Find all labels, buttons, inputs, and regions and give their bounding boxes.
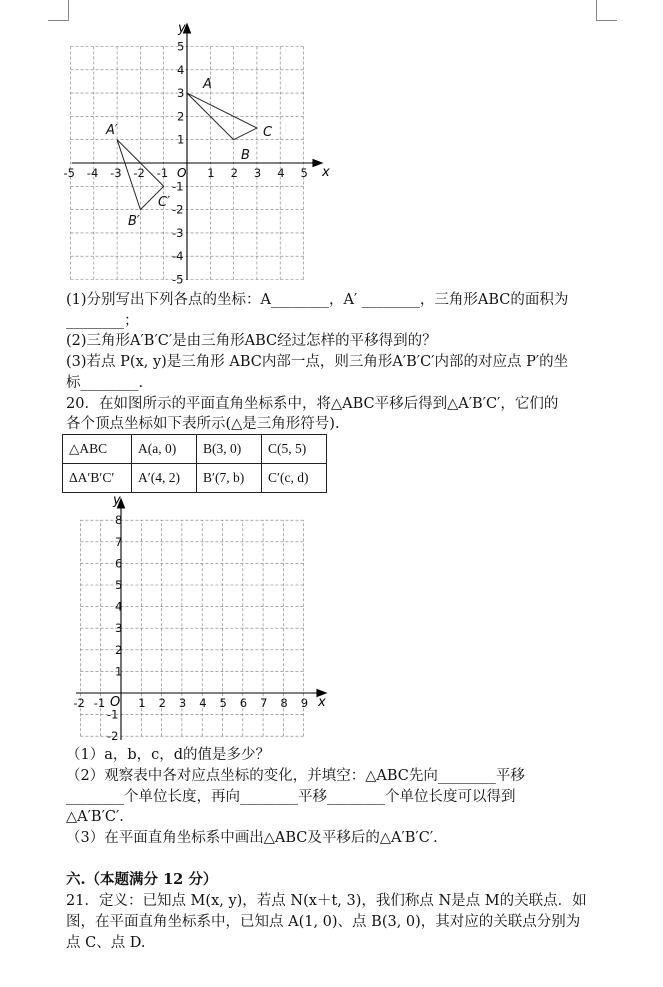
q20-y-tick-label: 1 [115,664,123,679]
q19-y-tick-label: 5 [177,39,185,54]
table-row [63,435,327,464]
q20-y-tick-label: -1 [107,707,119,722]
q19-part3-line-2: 标________. [66,375,144,391]
q20-x-tick-label: 6 [239,696,248,710]
label-c-prime: C′ [158,195,171,210]
q20-x-tick-label: 5 [219,696,227,710]
label-c: C [263,125,273,140]
q19-y-tick-label: 2 [177,109,185,124]
q19-y-tick-label: -5 [172,272,184,286]
q20-coordinate-graph [60,490,340,744]
q20-stem-line-2: 各个顶点坐标如下表所示(△是三角形符号). [66,416,340,432]
table-cell: B(3, 0) [197,435,262,464]
q20-y-tick-label: 4 [115,599,123,614]
q19-part3-line: (3)若点 P(x, y)是三角形 ABC内部一点，则三角形A′B′C′内部的对应点 P′的坐 [66,354,569,370]
q19-y-tick-label: -1 [172,179,184,194]
q20-sub2-line-3: △A′B′C′. [66,809,124,825]
q20-x-tick-label: 9 [300,696,309,710]
q20-x-tick-label: 3 [178,696,187,710]
q19-x-tick-label: 3 [253,166,262,180]
q19-y-axis-label: y [178,21,186,36]
q19-x-tick-label: 4 [277,166,285,180]
label-a-prime: A′ [106,123,118,138]
q19-y-tick-label: 3 [177,86,185,101]
table-cell: A(a, 0) [132,435,197,464]
q21-line: 21．定义：已知点 M(x, y)，若点 N(x＋t, 3)，我们称点 N是点 M的关联点．如 [66,893,587,909]
q21-line-2: 图，在平面直角坐标系中，已知点 A(1, 0)、点 B(3, 0)，其对应的关联点分别为 [66,914,581,930]
q19-part2: (2)三角形A′B′C′是由三角形ABC经过怎样的平移得到的？ [66,333,437,349]
q20-sub3: （3）在平面直角坐标系中画出△ABC及平移后的△A′B′C′. [66,830,438,846]
q19-x-tick-label: -4 [86,166,99,180]
q19-coordinate-graph [60,14,340,286]
q21-line-3: 点 C、点 D. [66,935,146,951]
table-cell: △ABC [63,435,132,464]
q19-x-tick-label: -5 [63,166,75,180]
q20-y-tick-label: 5 [115,578,123,592]
label-b-prime: B′ [128,214,140,229]
table-cell: ΔA′B′C′ [63,464,132,493]
q19-x-tick-label: 1 [207,166,215,180]
table-cell: B′(7, b) [197,464,262,493]
q20-sub2-line-2: ________个单位长度，再向________平移________个单位长度可以得到 [66,789,516,805]
q20-x-tick-label: 4 [199,696,207,710]
q19-y-tick-label: -3 [172,225,184,240]
q19-axes [72,24,322,280]
q20-x-tick-label: 7 [260,696,268,710]
table-cell: C(5, 5) [262,435,327,464]
q19-x-axis-label: x [322,165,330,180]
q19-y-tick-label: -2 [172,202,184,217]
label-b: B [241,148,250,163]
q19-x-tick-label: -2 [133,166,145,180]
q19-x-tick-label: 2 [230,166,238,180]
q20-sub1: （1）a，b，c，d的值是多少？ [66,747,271,763]
q20-y-tick-label: 2 [115,642,123,657]
q20-x-tick-label: -2 [73,696,85,710]
q20-x-tick-label: 8 [280,696,288,710]
q20-y-tick-label: 3 [115,621,123,636]
q19-x-tick-label: -1 [156,166,169,180]
table-cell: A′(4, 2) [132,464,197,493]
q20-y-tick-label: -2 [107,729,119,744]
q19-y-tick-label: 4 [177,62,185,77]
q19-part1-line-2: ________； [66,313,139,329]
q19-part1-line: (1)分别写出下列各点的坐标：A________，A′ ________，三角形ABC的面积为 [66,292,569,308]
q19-origin-label: O [177,166,187,180]
q20-y-axis-label: y [113,493,121,508]
section-heading: 六.（本题满分 12 分） [66,871,218,888]
table-cell: C′(c, d) [262,464,327,493]
q19-y-tick-label: -4 [172,249,184,264]
q20-x-axis-label: x [318,695,326,710]
label-a: A [203,77,212,92]
q20-sub2-line: （2）观察表中各对应点坐标的变化，并填空：△ABC先向________平移 [66,768,525,784]
q20-x-tick-label: 2 [158,696,166,710]
q20-origin-label: O [110,695,121,710]
q20-y-tick-label: 8 [115,513,123,528]
q19-y-tick-label: 1 [177,132,185,147]
q20-coordinate-table [62,434,327,493]
table-row [63,464,327,493]
q20-x-tick-label: -1 [93,696,106,710]
corner-mark-right [596,0,617,21]
q20-y-tick-label: 7 [115,534,123,549]
q19-x-tick-label: 5 [300,166,308,180]
q20-x-tick-label: 1 [138,696,146,710]
q19-x-tick-label: -3 [110,166,122,180]
q20-stem-line: 20．在如图所示的平面直角坐标系中，将△ABC平移后得到△A′B′C′，它们的 [66,396,559,412]
q20-y-tick-label: 6 [115,556,123,571]
